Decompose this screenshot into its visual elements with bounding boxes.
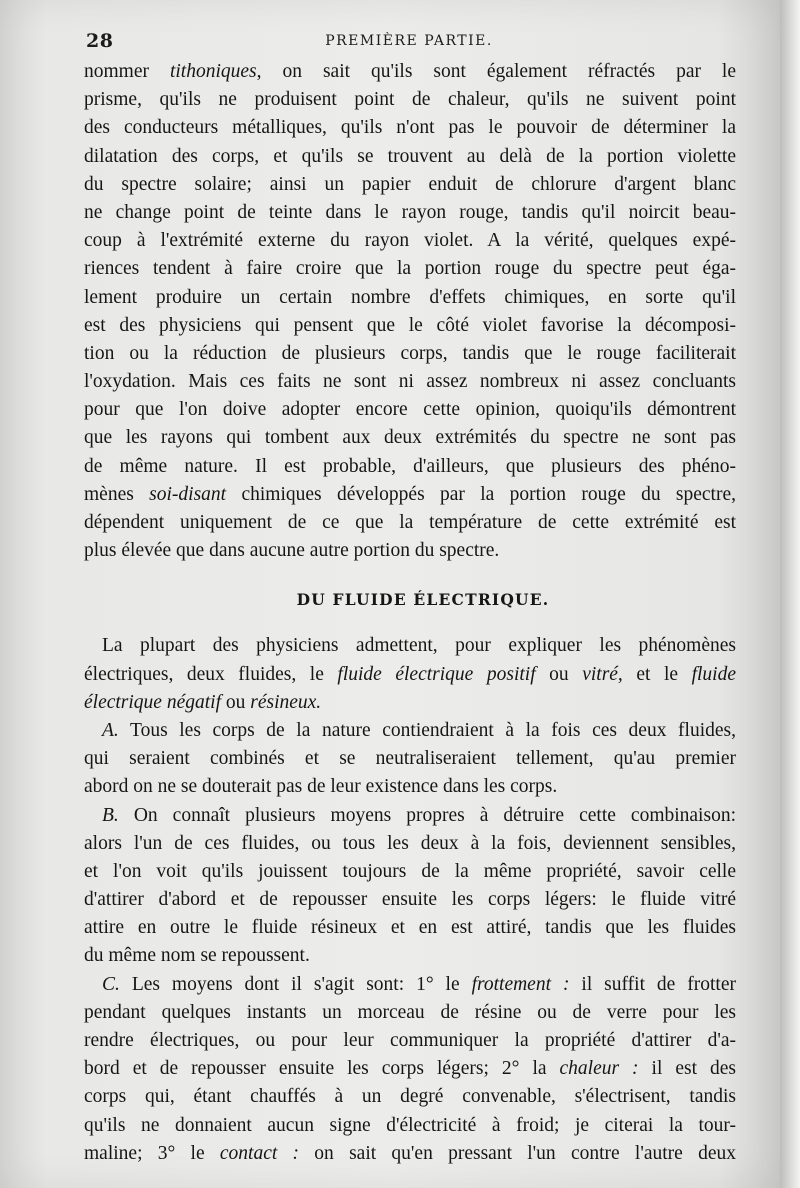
text-line: dilatation des corps, et qu'ils se trouvent au delà de la portion violette (84, 145, 736, 167)
text-line: coup à l'extrémité externe du rayon violet. A la vérité, quelques expé- (84, 230, 736, 252)
text-line: B. On connaît plusieurs moyens propres à détruire cette combinaison: (102, 804, 736, 826)
page-number: 28 (86, 30, 114, 52)
text-line: du spectre solaire; ainsi un papier enduit de chlorure d'argent blanc (84, 173, 736, 195)
text-line: de même nature. Il est probable, d'ailleurs, que plusieurs des phéno- (84, 455, 736, 477)
text-line: tion ou la réduction de plusieurs corps, tandis que le rouge faciliterait (84, 342, 736, 364)
section-title: DU FLUIDE ÉLECTRIQUE. (296, 590, 550, 610)
italic-term: tithoniques (169, 61, 257, 82)
text-line: qu'ils ne donnaient aucun signe d'électricité à froid; je citerai la tour- (84, 1114, 736, 1136)
text-line: bord et de repousser ensuite les corps légers; 2° la chaleur : il est des (84, 1058, 736, 1080)
text-line: pour que l'on doive adopter encore cette opinion, quoiqu'ils démontrent (84, 399, 736, 421)
italic-term: chaleur : (559, 1058, 639, 1080)
running-head: PREMIÈRE PARTIE. (325, 33, 493, 49)
italic-term: frottement : (471, 973, 570, 995)
text-line: La plupart des physiciens admettent, pour expliquer les phénomènes (102, 635, 736, 657)
text-line: est des physiciens qui pensent que le côté violet favorise la décomposi- (84, 314, 736, 336)
text-line: des conducteurs métalliques, qu'ils n'ont pas le pouvoir de déterminer la (84, 117, 736, 139)
italic-term: vitré, (582, 663, 623, 685)
text-line: rendre électriques, ou pour leur communiquer la propriété d'attirer d'a- (84, 1030, 736, 1051)
italic-term: C. (102, 973, 120, 995)
text-line: nommer tithoniques, on sait qu'ils sont également réfractés par le (84, 61, 737, 82)
text-line: C. Les moyens dont il s'agit sont: 1° le frottement : il suffit de frotter (102, 973, 736, 995)
italic-term: A. (102, 719, 119, 741)
italic-term: électrique négatif (84, 691, 221, 713)
text-line: corps qui, étant chauffés à un degré convenable, s'électrisent, tandis (84, 1086, 736, 1108)
text-line: et l'on voit qu'ils jouissent toujours de la même propriété, savoir celle (84, 860, 736, 882)
italic-term: fluide électrique positif (337, 663, 536, 685)
text-line: pendant quelques instants un morceau de résine ou de verre pour les (84, 1001, 736, 1023)
text-line: ne change point de teinte dans le rayon rouge, tandis qu'il noircit beau- (84, 201, 736, 223)
text-line: électriques, deux fluides, le fluide électrique positif ou vitré, et le fluide (84, 663, 736, 685)
text-line: l'oxydation. Mais ces faits ne sont ni assez nombreux ni assez concluants (84, 371, 736, 393)
text-line: prisme, qu'ils ne produisent point de chaleur, qu'ils ne suivent point (84, 89, 736, 111)
italic-term: fluide (691, 663, 736, 685)
italic-term: soi-disant (149, 483, 227, 505)
text-line: attire en outre le fluide résineux et en est attiré, tandis que les fluides (84, 917, 736, 939)
italic-term: B. (102, 804, 119, 826)
text-line: abord on ne se douterait pas de leur existence dans les corps. (84, 776, 558, 798)
text-line: maline; 3° le contact : on sait qu'en pressant l'un contre l'autre deux (84, 1142, 736, 1164)
text-line: plus élevée que dans aucune autre portion du spectre. (84, 540, 500, 562)
page-header (84, 30, 734, 54)
text-line: électrique négatif ou résineux. (84, 691, 322, 713)
text-line: du même nom se repoussent. (84, 945, 310, 967)
italic-term: résineux. (250, 691, 322, 713)
body-text (84, 58, 736, 1168)
text-line: qui seraient combinés et se neutraliseraient tellement, qu'au premier (84, 748, 736, 770)
text-line: riences tendent à faire croire que la portion rouge du spectre peut éga- (84, 258, 736, 280)
text-line: d'attirer d'abord et de repousser ensuite les corps légers: le fluide vitré (84, 889, 736, 911)
text-line: dépendent uniquement de ce que la température de cette extrémité est (84, 512, 736, 533)
text-line: A. Tous les corps de la nature contiendraient à la fois ces deux fluides, (102, 719, 736, 741)
italic-term: contact : (219, 1142, 300, 1164)
text-line: lement produire un certain nombre d'effets chimiques, en sorte qu'il (84, 286, 736, 308)
page-edge (780, 0, 800, 1188)
text-line: mènes soi-disant chimiques développés par la portion rouge du spectre, (84, 483, 736, 505)
text-line: que les rayons qui tombent aux deux extrémités du spectre ne sont pas (84, 427, 736, 449)
text-line: alors l'un de ces fluides, ou tous les deux à la fois, deviennent sensibles, (84, 832, 736, 854)
